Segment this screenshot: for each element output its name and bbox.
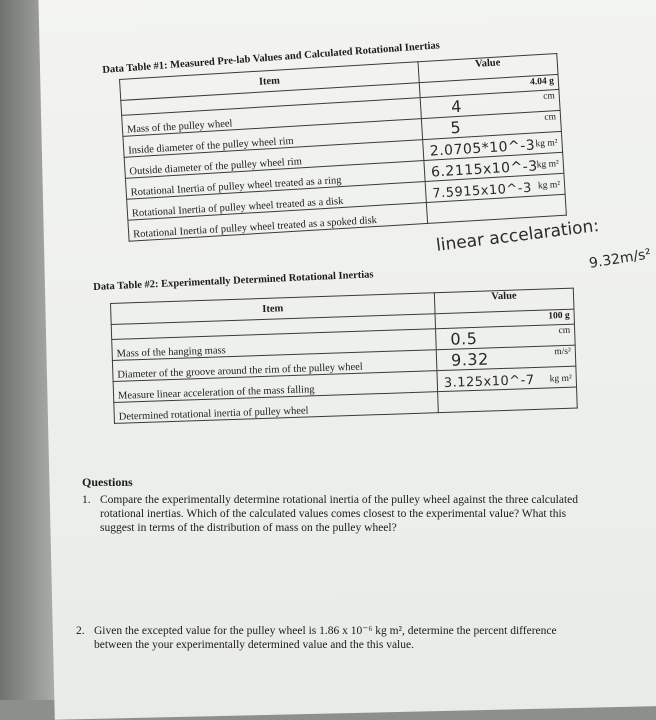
table2-title: Data Table #2: Experimentally Determined Rotational Inertias xyxy=(93,269,374,293)
table2-unit: m/s² xyxy=(554,346,572,358)
table1-unit: cm xyxy=(542,91,556,102)
table2-item-cell: Determined rotational inertia of pulley wheel xyxy=(114,392,439,424)
handwritten-value: 7.5915x10^-3 xyxy=(431,180,533,202)
table1-header-value: Value xyxy=(418,53,558,82)
table1-item-cell: Mass of the pulley wheel xyxy=(122,98,422,137)
handwritten-note-line2: 9.32m/s² xyxy=(588,246,653,272)
handwritten-value: 4 xyxy=(450,96,463,117)
table2-item-cell: Diameter of the groove around the rim of the pulley wheel xyxy=(112,350,437,382)
table2-header-item: Item xyxy=(111,293,436,325)
table1-unit: 4.04 g xyxy=(529,76,555,88)
questions-heading: Questions xyxy=(82,475,133,489)
handwritten-note-line1: linear accelaration: xyxy=(435,216,601,256)
table2-unit: 100 g xyxy=(548,310,570,322)
question-1-number: 1. xyxy=(82,494,91,506)
table2-unit: cm xyxy=(558,325,571,337)
question-2 xyxy=(76,624,596,652)
question-1 xyxy=(82,493,602,535)
handwritten-value: 5 xyxy=(449,117,462,138)
handwritten-value: 0.5 xyxy=(450,328,478,349)
question-2-text: Given the excepted value for the pulley wheel is 1.86 x 10⁻⁶ kg m², determine the percent difference between the your experimentally determined value and the this value. xyxy=(94,625,557,651)
table2-item-cell: Measure linear acceleration of the mass falling xyxy=(113,371,438,403)
data-table-2 xyxy=(110,288,578,424)
handwritten-value: 3.125x10^-7 xyxy=(443,372,535,391)
data-table-1 xyxy=(119,53,567,242)
table2-item-cell: Mass of the hanging mass xyxy=(112,329,437,361)
handwritten-value: 6.2115x10^-3 xyxy=(430,158,539,181)
question-1-text: Compare the experimentally determine rotational inertia of the pulley wheel against the three calculated rotational inertias. Which of the calculated values comes closest to the experimental value? What this suggest in terms of the distribution of mass on the pulley wheel? xyxy=(100,494,579,534)
table1-item-cell: Outside diameter of the pulley wheel rim xyxy=(124,140,424,179)
handwritten-value: 9.32 xyxy=(450,349,490,370)
question-2-number: 2. xyxy=(76,625,85,637)
table2-value-cell xyxy=(438,387,578,413)
table1-item-cell: Rotational Inertia of pulley wheel treated as a spoked disk xyxy=(128,202,428,241)
table1-header-item: Item xyxy=(120,62,420,101)
table1-unit: cm xyxy=(544,112,557,123)
table1-unit: kg m² xyxy=(535,138,558,150)
table1-item-cell: Rotational Inertia of pulley wheel treated as a disk xyxy=(127,182,427,221)
table2-header-value: Value xyxy=(434,288,574,314)
table1-title: Data Table #1: Measured Pre-lab Values and Calculated Rotational Inertias xyxy=(102,40,441,76)
table2-unit: kg m² xyxy=(549,373,572,385)
table1-unit: kg m² xyxy=(537,180,561,192)
table1-item-cell: Inside diameter of the pulley wheel rim xyxy=(123,119,423,158)
handwritten-value: 2.0705*10^-3 xyxy=(429,137,536,160)
table1-unit: kg m² xyxy=(536,159,560,171)
table1-item-cell: Rotational Inertia of pulley wheel treated as a ring xyxy=(125,161,425,200)
